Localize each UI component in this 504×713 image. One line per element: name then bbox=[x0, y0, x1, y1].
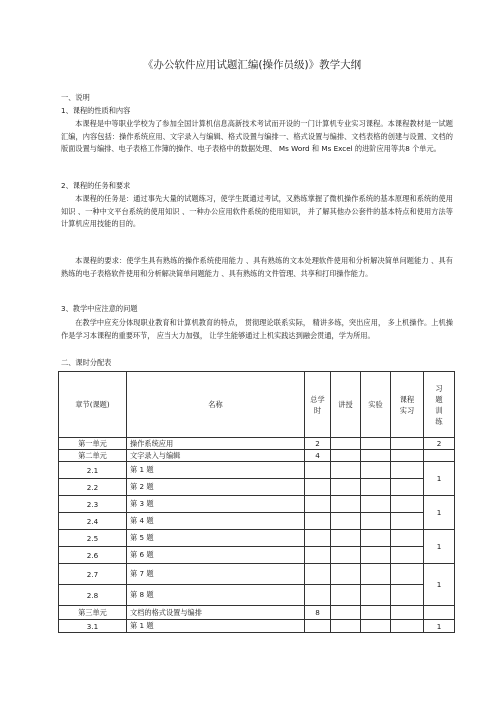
cell-lecture bbox=[331, 496, 361, 513]
cell-practice bbox=[391, 462, 424, 479]
table-row bbox=[59, 496, 455, 513]
cell-lecture bbox=[331, 513, 361, 530]
cell-practice bbox=[391, 547, 424, 564]
cell-lecture bbox=[331, 530, 361, 547]
cell-lecture bbox=[331, 620, 361, 633]
cell-drill-group: 1 bbox=[424, 564, 455, 606]
table-header-row bbox=[59, 372, 455, 438]
cell-drill-group: 1 bbox=[424, 462, 455, 496]
table-row bbox=[59, 438, 455, 450]
paragraph-requirements bbox=[61, 255, 453, 280]
cell-experiment bbox=[361, 606, 391, 620]
cell-total bbox=[305, 585, 331, 606]
cell-experiment bbox=[361, 479, 391, 496]
cell-practice bbox=[391, 585, 424, 606]
cell-lecture bbox=[331, 547, 361, 564]
cell-drill-group: 1 bbox=[424, 496, 455, 530]
cell-name: 第 1 题 bbox=[127, 620, 305, 633]
cell-lecture bbox=[331, 462, 361, 479]
cell-practice bbox=[391, 479, 424, 496]
cell-experiment bbox=[361, 547, 391, 564]
cell-practice bbox=[391, 564, 424, 585]
cell-practice bbox=[391, 496, 424, 513]
cell-lecture bbox=[331, 450, 361, 462]
table-row bbox=[59, 606, 455, 620]
cell-chapter: 第一单元 bbox=[59, 438, 127, 450]
cell-name: 第 6 题 bbox=[127, 547, 305, 564]
cell-chapter: 2.5 bbox=[59, 530, 127, 547]
cell-experiment bbox=[361, 585, 391, 606]
table-row bbox=[59, 462, 455, 479]
cell-total bbox=[305, 564, 331, 585]
cell-total bbox=[305, 496, 331, 513]
cell-experiment bbox=[361, 450, 391, 462]
section-heading-description: 一、说明 bbox=[61, 93, 90, 102]
cell-lecture bbox=[331, 564, 361, 585]
paragraph-nature bbox=[61, 118, 453, 156]
header-drill-line1: 习 bbox=[435, 383, 443, 393]
cell-name: 文字录入与编辑 bbox=[127, 450, 305, 462]
table-row bbox=[59, 450, 455, 462]
paragraph-tasks bbox=[61, 193, 453, 231]
header-practice bbox=[391, 372, 424, 438]
cell-chapter: 2.7 bbox=[59, 564, 127, 585]
table-row bbox=[59, 513, 455, 530]
cell-chapter: 2.3 bbox=[59, 496, 127, 513]
table-row bbox=[59, 530, 455, 547]
header-practice-line1: 课程 bbox=[399, 394, 415, 404]
header-total-line1: 总学 bbox=[310, 394, 325, 404]
cell-name: 第 2 题 bbox=[127, 479, 305, 496]
header-drill bbox=[424, 372, 455, 438]
cell-name: 第 8 题 bbox=[127, 585, 305, 606]
cell-name: 第 3 题 bbox=[127, 496, 305, 513]
cell-total: 2 bbox=[305, 438, 331, 450]
paragraph-notes bbox=[61, 317, 453, 342]
cell-chapter: 2.2 bbox=[59, 479, 127, 496]
cell-practice bbox=[391, 620, 424, 633]
cell-experiment bbox=[361, 462, 391, 479]
cell-drill bbox=[424, 606, 455, 620]
cell-total bbox=[305, 462, 331, 479]
table-row bbox=[59, 585, 455, 606]
cell-total: 4 bbox=[305, 450, 331, 462]
subheading-nature: 1、课程的性质和内容 bbox=[61, 106, 131, 115]
cell-chapter: 第三单元 bbox=[59, 606, 127, 620]
subheading-tasks: 2、课程的任务和要求 bbox=[61, 181, 131, 190]
subheading-notes: 3、教学中应注意的问题 bbox=[61, 304, 138, 313]
cell-practice bbox=[391, 606, 424, 620]
cell-chapter: 3.1 bbox=[59, 620, 127, 633]
cell-drill: 2 bbox=[424, 438, 455, 450]
cell-total: 8 bbox=[305, 606, 331, 620]
cell-chapter: 2.4 bbox=[59, 513, 127, 530]
cell-lecture bbox=[331, 606, 361, 620]
header-experiment: 实验 bbox=[361, 372, 391, 438]
cell-total bbox=[305, 547, 331, 564]
cell-chapter: 2.1 bbox=[59, 462, 127, 479]
header-total bbox=[305, 372, 331, 438]
cell-name: 文档的格式设置与编排 bbox=[127, 606, 305, 620]
cell-lecture bbox=[331, 585, 361, 606]
header-total-line2: 时 bbox=[313, 405, 322, 415]
paragraph-nature-text: 本课程是中等职业学校为了参加全国计算机信息高新技术考试而开设的一门计算机专业实习课程。本课程教材是一试题汇编，内容包括：操作系统应用、文字录入与编辑、格式设置与编排一、格式设置与编排、文档表格的创建与设置、文档的版面设置与编排、电子表格工作簿的操作、电子表格中的数据处理、 Ms Word 和 Ms Excel 的进阶应用等共8 个单元。 bbox=[61, 119, 453, 154]
header-chapter: 章节(课题) bbox=[59, 372, 127, 438]
cell-practice bbox=[391, 530, 424, 547]
cell-name: 操作系统应用 bbox=[127, 438, 305, 450]
document-title: 《办公软件应用试题汇编(操作员级)》教学大纲 bbox=[142, 59, 362, 71]
cell-total bbox=[305, 530, 331, 547]
cell-total bbox=[305, 479, 331, 496]
cell-experiment bbox=[361, 496, 391, 513]
header-drill-line3: 训 bbox=[435, 405, 443, 415]
cell-experiment bbox=[361, 564, 391, 585]
cell-practice bbox=[391, 450, 424, 462]
cell-lecture bbox=[331, 438, 361, 450]
table-row bbox=[59, 547, 455, 564]
cell-total bbox=[305, 513, 331, 530]
cell-experiment bbox=[361, 530, 391, 547]
cell-name: 第 1 题 bbox=[127, 462, 305, 479]
cell-drill-group: 1 bbox=[424, 530, 455, 564]
cell-experiment bbox=[361, 438, 391, 450]
header-drill-line4: 练 bbox=[435, 416, 443, 426]
paragraph-tasks-text: 本课程的任务是：通过事先大量的试题练习，使学生既通过考试，又熟练掌握了微机操作系统的基本原理和系统的使用知识 、一种中文平台系统的使用知识 、一种办公应用软件系统的使用知识， 并了解其他办公套件的基本特点和使用方法等计算机应用技能的目的。 bbox=[61, 194, 453, 229]
table-row bbox=[59, 564, 455, 585]
hours-table bbox=[58, 371, 455, 633]
header-practice-line2: 实习 bbox=[399, 405, 415, 415]
paragraph-notes-text: 在教学中应充分体现职业教育和计算机教育的特点， 贯彻理论联系实际， 精讲多练，突出应用， 多上机操作。上机操作是学习本课程的重要环节， 应当大力加强， 让学生能够通过上机实践达到融会贯通，学为所用。 bbox=[61, 318, 453, 340]
cell-chapter: 第二单元 bbox=[59, 450, 127, 462]
cell-practice bbox=[391, 438, 424, 450]
header-lecture: 讲授 bbox=[331, 372, 361, 438]
cell-drill: 1 bbox=[424, 620, 455, 633]
header-name: 名称 bbox=[127, 372, 305, 438]
table-row bbox=[59, 620, 455, 633]
cell-name: 第 4 题 bbox=[127, 513, 305, 530]
table-row bbox=[59, 479, 455, 496]
cell-lecture bbox=[331, 479, 361, 496]
cell-chapter: 2.6 bbox=[59, 547, 127, 564]
cell-drill bbox=[424, 450, 455, 462]
cell-practice bbox=[391, 513, 424, 530]
cell-total bbox=[305, 620, 331, 633]
cell-experiment bbox=[361, 620, 391, 633]
section-heading-hours: 二、课时分配表 bbox=[61, 358, 112, 367]
paragraph-requirements-text: 本课程的要求：使学生具有熟练的操作系统使用能力 、具有熟练的文本处理软件使用和分析解决简单问题能力 、具有熟练的电子表格软件使用和分析解决简单问题能力 、具有熟练的文件管理、共享和打印操作能力。 bbox=[61, 256, 453, 278]
cell-name: 第 7 题 bbox=[127, 564, 305, 585]
cell-experiment bbox=[361, 513, 391, 530]
cell-name: 第 5 题 bbox=[127, 530, 305, 547]
cell-chapter: 2.8 bbox=[59, 585, 127, 606]
header-drill-line2: 题 bbox=[435, 394, 443, 404]
